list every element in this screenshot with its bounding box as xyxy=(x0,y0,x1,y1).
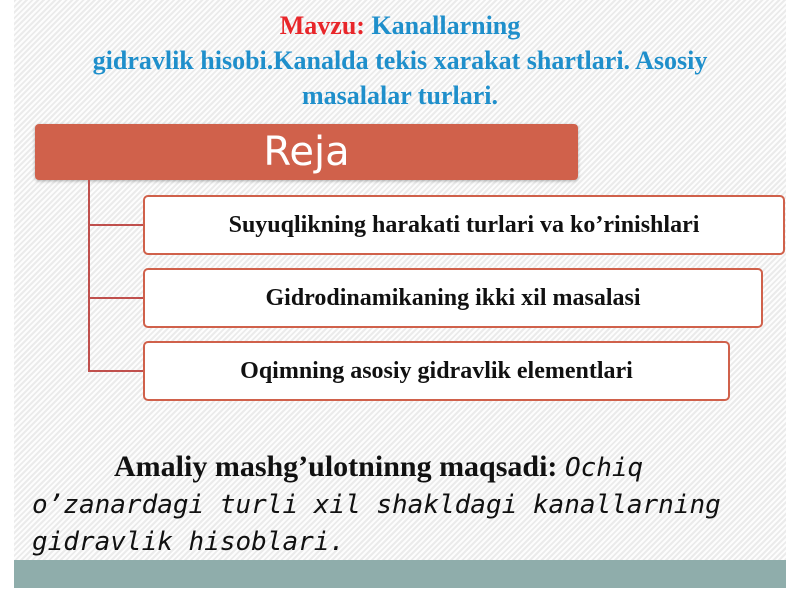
plan-header-label: Reja xyxy=(263,129,350,175)
footer-margin xyxy=(0,588,800,600)
plan-connector-3 xyxy=(88,370,144,372)
objective-paragraph xyxy=(32,449,772,560)
footer-bar xyxy=(14,560,786,588)
title-line-2: gidravlik hisobi.Kanalda tekis xarakat shartlari. Asosiy xyxy=(92,46,708,75)
title-topic: Kanallarning xyxy=(371,11,521,40)
slide-frame-right xyxy=(786,0,800,600)
slide-title xyxy=(20,8,780,113)
objective-label: Amaliy mashg’ulotninng maqsadi: xyxy=(114,450,558,483)
plan-connector-1 xyxy=(88,224,144,226)
objective-text: Ochiq o’zanardagi turli xil shakldagi kanallarning gidravlik hisoblari. xyxy=(32,453,721,557)
plan-item-1-label: Suyuqlikning harakati turlari va ko’rinishlari xyxy=(228,211,700,238)
plan-connector-vertical xyxy=(88,180,90,370)
plan-connector-2 xyxy=(88,297,144,299)
title-line-3: masalalar turlari. xyxy=(302,81,498,110)
plan-item-3-label: Oqimning asosiy gidravlik elementlari xyxy=(240,357,633,384)
plan-header xyxy=(35,124,578,180)
title-line-1 xyxy=(20,8,780,43)
title-prefix: Mavzu: xyxy=(279,11,365,40)
plan-item-1 xyxy=(143,195,785,255)
plan-item-3 xyxy=(143,341,730,401)
plan-item-2-label: Gidrodinamikaning ikki xil masalasi xyxy=(265,284,641,311)
slide-frame-left xyxy=(0,0,14,600)
plan-item-2 xyxy=(143,268,763,328)
